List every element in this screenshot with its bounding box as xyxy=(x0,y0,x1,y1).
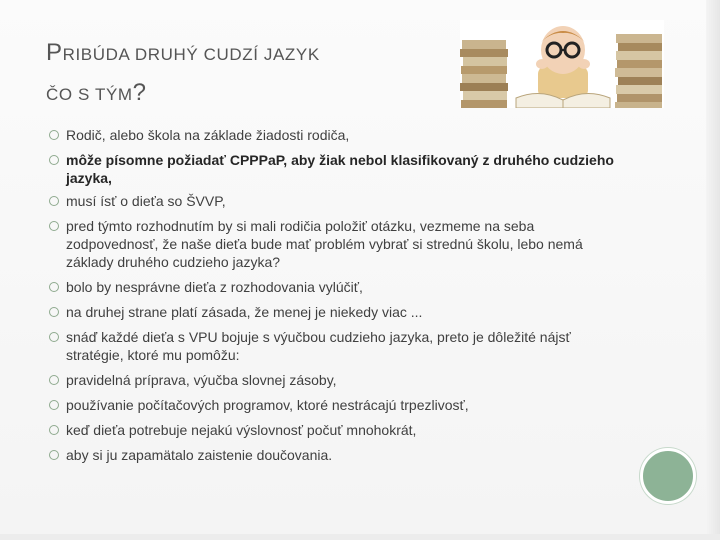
bullet-item xyxy=(46,328,626,364)
slide-bottom-edge xyxy=(0,534,720,540)
bullet-icon xyxy=(49,130,59,140)
child-with-glasses-and-books-photo xyxy=(460,20,664,108)
bullet-icon xyxy=(49,155,59,165)
bullet-icon xyxy=(49,332,59,342)
bullet-icon xyxy=(49,450,59,460)
bullet-text: keď dieťa potrebuje nejakú výslovnosť počuť mnohokrát, xyxy=(66,422,417,438)
bullet-icon xyxy=(49,375,59,385)
bullet-text: Rodič, alebo škola na základe žiadosti rodiča, xyxy=(66,127,350,143)
bullet-icon xyxy=(49,307,59,317)
bullet-text: aby si ju zapamätalo zaistenie doučovania. xyxy=(66,447,333,463)
bullet-icon xyxy=(49,400,59,410)
title-line-1 xyxy=(46,34,446,74)
bullet-text: na druhej strane platí zásada, že menej je niekedy viac ... xyxy=(66,304,423,320)
green-circle-decoration xyxy=(640,448,696,504)
bullet-list xyxy=(46,126,626,471)
title-question-mark: ? xyxy=(132,79,147,106)
bullet-icon xyxy=(49,425,59,435)
bullet-item xyxy=(46,396,626,414)
bullet-item xyxy=(46,126,626,144)
bullet-item xyxy=(46,303,626,321)
bullet-item xyxy=(46,192,626,210)
title-line-2-text: ČO S TÝM xyxy=(46,85,133,104)
bullet-item xyxy=(46,151,626,187)
slide-title xyxy=(46,34,446,114)
bullet-item xyxy=(46,217,626,271)
bullet-text: pred týmto rozhodnutím by si mali rodičia položiť otázku, vezmeme na seba zodpovednosť, že naše dieťa bude mať problém vybrať si strednú školu, lebo nemá základy druhého cudzieho jazyka? xyxy=(66,218,583,270)
bullet-icon xyxy=(49,282,59,292)
bullet-text: môže písomne požiadať CPPPaP, aby žiak nebol klasifikovaný z druhého cudzieho jazyka, xyxy=(66,152,614,186)
bullet-text: musí ísť o dieťa so ŠVVP, xyxy=(66,193,226,209)
bullet-icon xyxy=(49,221,59,231)
bullet-item xyxy=(46,371,626,389)
bullet-text: bolo by nesprávne dieťa z rozhodovania vylúčiť, xyxy=(66,279,363,295)
bullet-item xyxy=(46,278,626,296)
title-initial: P xyxy=(46,39,63,66)
bullet-text: používanie počítačových programov, ktoré nestrácajú trpezlivosť, xyxy=(66,397,469,413)
bullet-item xyxy=(46,421,626,439)
bullet-item xyxy=(46,446,626,464)
title-line-2 xyxy=(46,74,446,114)
bullet-icon xyxy=(49,196,59,206)
photo-illustration xyxy=(460,20,664,108)
bullet-text: pravidelná príprava, výučba slovnej zásoby, xyxy=(66,372,337,388)
slide-right-edge xyxy=(706,0,720,540)
bullet-text: snáď každé dieťa s VPU bojuje s výučbou cudzieho jazyka, preto je dôležité nájsť stratégie, ktoré mu pomôžu: xyxy=(66,329,571,363)
title-line-1-rest: RIBÚDA DRUHÝ CUDZÍ JAZYK xyxy=(62,45,320,64)
